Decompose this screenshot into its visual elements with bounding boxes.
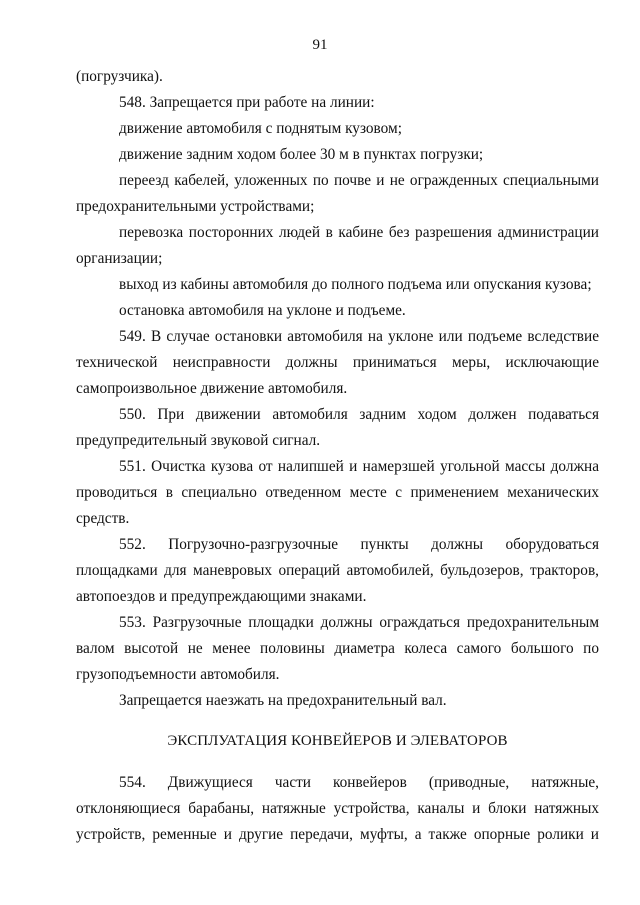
paragraph: 549. В случае остановки автомобиля на уклоне или подъеме вследствие технической неисправности должны приниматься меры, исключающие самопроизвольное движение автомобиля.	[76, 328, 599, 397]
paragraph: движение задним ходом более 30 м в пунктах погрузки;	[119, 146, 484, 163]
paragraph: переезд кабелей, уложенных по почве и не огражденных специальными предохранительными устройствами;	[76, 172, 599, 215]
paragraphs-after-heading	[76, 770, 599, 848]
paragraph: остановка автомобиля на уклоне и подъеме.	[119, 302, 406, 319]
paragraph: 551. Очистка кузова от налипшей и намерзшей угольной массы должна проводиться в специально отведенном месте с применением механических средств.	[76, 458, 599, 527]
page-number: 91	[312, 37, 328, 53]
paragraph: 550. При движении автомобиля задним ходом должен подаваться предупредительный звуковой сигнал.	[76, 406, 599, 449]
paragraph: 548. Запрещается при работе на линии:	[119, 94, 375, 111]
paragraph: 553. Разгрузочные площадки должны ограждаться предохранительным валом высотой не менее половины диаметра колеса самого большого по грузоподъемности автомобиля.	[76, 614, 599, 683]
paragraph: 554. Движущиеся части конвейеров (приводные, натяжные, отклоняющиеся барабаны, натяжные устройства, каналы и блоки натяжных устройств, ременные и другие передачи, муфты, а также опорные ролики и	[76, 774, 599, 843]
paragraphs-before-heading	[76, 64, 599, 714]
section-heading: ЭКСПЛУАТАЦИЯ КОНВЕЙЕРОВ И ЭЛЕВАТОРОВ	[167, 733, 508, 749]
paragraph: движение автомобиля с поднятым кузовом;	[119, 120, 402, 137]
document-body	[76, 64, 599, 848]
paragraph: Запрещается наезжать на предохранительный вал.	[119, 692, 447, 709]
paragraph: выход из кабины автомобиля до полного подъема или опускания кузова;	[119, 276, 592, 293]
paragraph: 552. Погрузочно-разгрузочные пункты должны оборудоваться площадками для маневровых операций автомобилей, бульдозеров, тракторов, автопоездов и предупреждающими знаками.	[76, 536, 599, 605]
paragraph: перевозка посторонних людей в кабине без разрешения администрации организации;	[76, 224, 599, 267]
paragraph: (погрузчика).	[76, 68, 163, 85]
